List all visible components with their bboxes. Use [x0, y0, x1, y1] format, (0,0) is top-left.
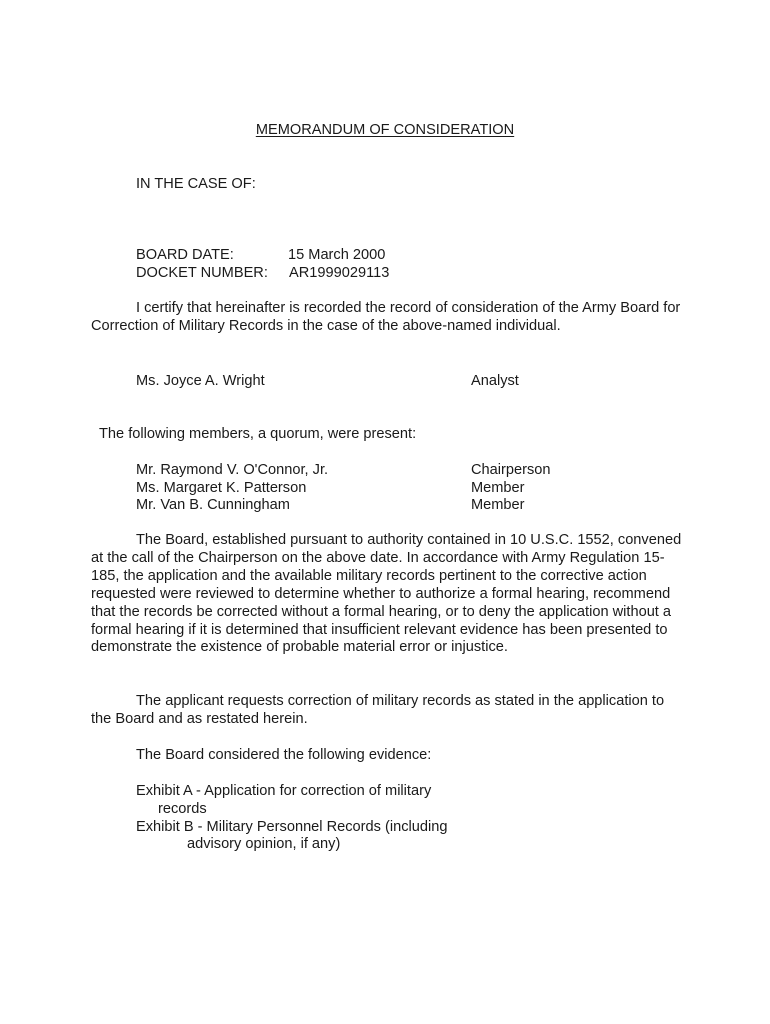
member-name-1: Mr. Raymond V. O'Connor, Jr.: [136, 462, 329, 478]
analyst-name: Ms. Joyce A. Wright: [136, 373, 265, 389]
exhibit-a-line2: records: [158, 801, 207, 817]
applicant-paragraph-text: The applicant requests correction of military records as stated in the application to the Board and as restated herein.: [91, 693, 665, 727]
member-name-3: Mr. Van B. Cunningham: [136, 497, 290, 513]
member-name-2: Ms. Margaret K. Patterson: [136, 480, 307, 496]
docket-number-value: AR1999029113: [289, 265, 390, 281]
applicant-paragraph: [91, 693, 683, 729]
members-intro: The following members, a quorum, were present:: [99, 426, 417, 442]
board-paragraph-text: The Board, established pursuant to authority contained in 10 U.S.C. 1552, convened at the call of the Chairperson on the above date. In accordance with Army Regulation 15-185, the application and the available military records pertinent to the corrective action requested were reviewed to determine whether to authorize a formal hearing, recommend that the records be corrected without a formal hearing, or to deny the application without a formal hearing if it is determined that insufficient relevant evidence has been presented to demonstrate the existence of probable material error or injustice.: [91, 532, 682, 656]
certify-paragraph: [91, 300, 683, 336]
certify-paragraph-text: I certify that hereinafter is recorded the record of consideration of the Army Board for Correction of Military Records in the case of the above-named individual.: [91, 300, 681, 334]
exhibit-b-line2: advisory opinion, if any): [187, 836, 341, 852]
document-title: [0, 121, 770, 139]
exhibit-a-line1: Exhibit A - Application for correction of military: [136, 783, 432, 799]
member-role-3: Member: [471, 497, 525, 513]
exhibit-b-line1: Exhibit B - Military Personnel Records (including: [136, 819, 448, 835]
member-role-1: Chairperson: [471, 462, 551, 478]
evidence-intro: The Board considered the following evidence:: [136, 747, 432, 763]
case-label: IN THE CASE OF:: [136, 176, 256, 192]
member-role-2: Member: [471, 480, 525, 496]
board-paragraph: [91, 532, 683, 657]
docket-number-label: DOCKET NUMBER:: [136, 265, 268, 281]
board-date-value: 15 March 2000: [288, 247, 386, 263]
board-date-label: BOARD DATE:: [136, 247, 234, 263]
analyst-role: Analyst: [471, 373, 519, 389]
document-title-text: MEMORANDUM OF CONSIDERATION: [255, 122, 515, 138]
